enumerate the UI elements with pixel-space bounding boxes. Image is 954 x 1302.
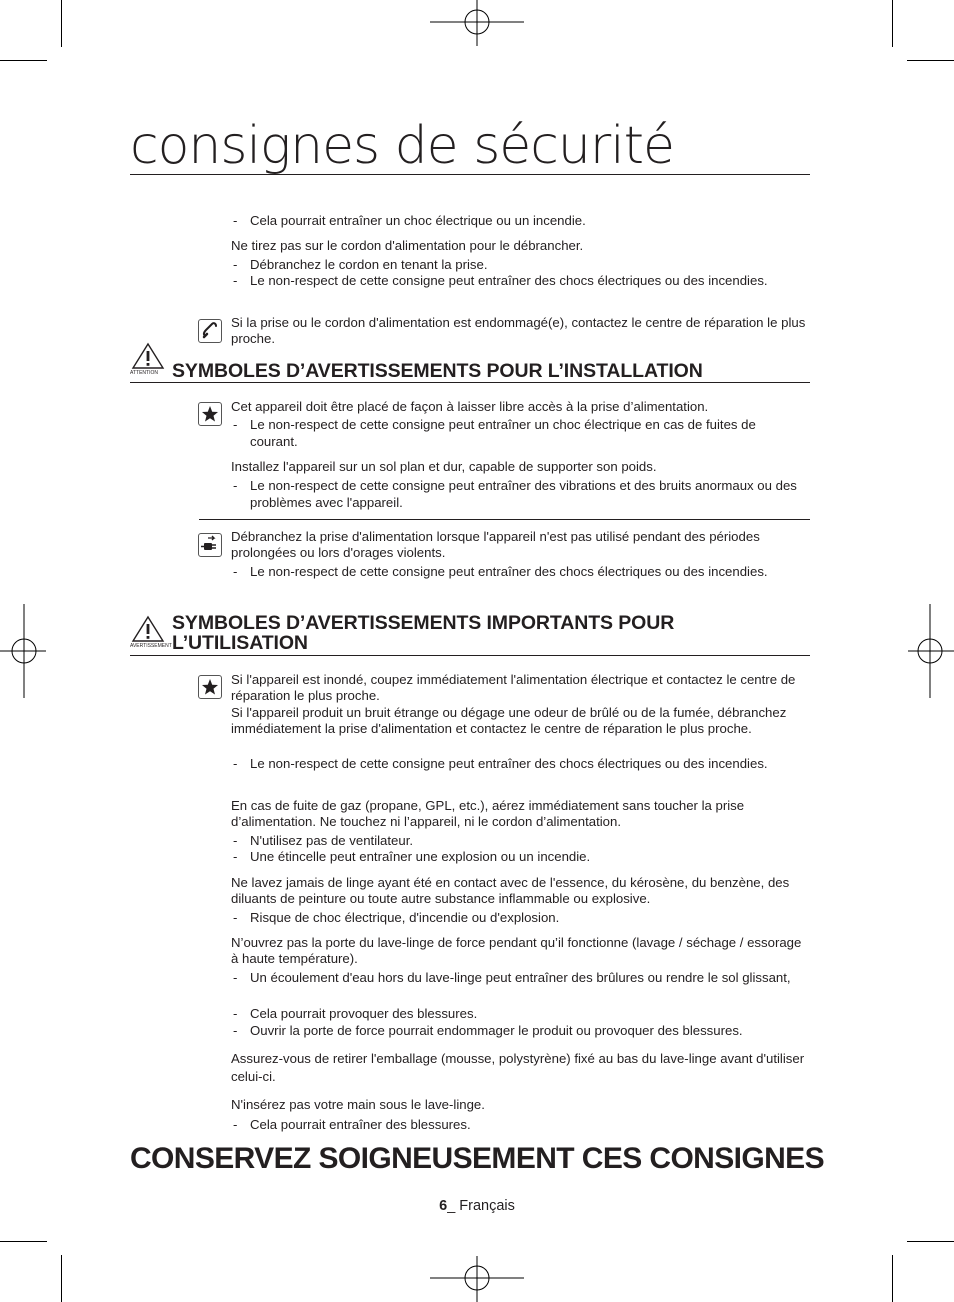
warning-label: AVERTISSEMENT (130, 643, 172, 649)
section-heading-installation (130, 341, 810, 383)
registration-mark-right (908, 604, 954, 698)
divider (199, 519, 810, 520)
dash-item: - Cela pourrait entraîner des blessures. (231, 1117, 801, 1134)
paragraph: Si l'appareil est inondé, coupez immédiatement l'alimentation électrique et contactez le centre de réparation le plus proche. (231, 672, 796, 703)
crop-mark (892, 0, 893, 47)
section-heading-text: SYMBOLES D’AVERTISSEMENTS POUR L’INSTALLATION (172, 360, 703, 382)
crop-mark (907, 60, 954, 61)
paragraph: Ne lavez jamais de linge ayant été en contact avec de l'essence, du kérosène, du benzène, des diluants de peinture ou toute autre substance inflammable ou explosive. (231, 875, 790, 906)
heading-line-2: L’UTILISATION (172, 632, 308, 654)
heading-line-1: SYMBOLES D’AVERTISSEMENTS IMPORTANTS POUR (172, 612, 675, 634)
crop-mark (61, 0, 62, 47)
dash-item: - Cela pourrait entraîner un choc électrique ou un incendie. (231, 213, 801, 230)
dash-item: - Le non-respect de cette consigne peut entraîner des chocs électriques ou des incendies. (231, 273, 801, 290)
dash-item: - Le non-respect de cette consigne peut entraîner des chocs électriques ou des incendies. (231, 756, 801, 773)
warning-triangle-icon (130, 615, 166, 643)
section-heading-text (172, 613, 674, 653)
dash-item: - Débranchez le cordon en tenant la prise. (231, 257, 801, 274)
paragraph: Si la prise ou le cordon d'alimentation est endommagé(e), contactez le centre de réparation le plus proche. (231, 315, 806, 346)
dash-item: - Risque de choc électrique, d'incendie ou d'explosion. (231, 910, 801, 927)
dash-item: - Le non-respect de cette consigne peut entraîner des vibrations et des bruits anormaux ou des problèmes avec l'appareil. (231, 478, 801, 511)
paragraph: N’ouvrez pas la porte du lave-linge de force pendant qu’il fonctionne (lavage / séchage / essorage à haute température). (231, 935, 802, 966)
page-footer (0, 1198, 954, 1214)
star-icon (198, 675, 222, 699)
page-title-text: consignes de sécurité (130, 116, 675, 176)
paragraph: N'insérez pas votre main sous le lave-linge. (231, 1097, 485, 1112)
section-heading-utilisation (130, 608, 810, 656)
dash-item: - Une étincelle peut entraîner une explosion ou un incendie. (231, 849, 801, 866)
dash-item: - Le non-respect de cette consigne peut entraîner des chocs électriques ou des incendies. (231, 564, 801, 581)
crop-mark (892, 1255, 893, 1302)
crop-mark (0, 1241, 47, 1242)
dash-item-continuation: - Cela pourrait provoquer des blessures. (231, 1006, 801, 1023)
crop-mark (907, 1241, 954, 1242)
unplug-icon (198, 533, 222, 557)
paragraph: Cet appareil doit être placé de façon à laisser libre accès à la prise d’alimentation. (231, 399, 709, 414)
registration-mark-left (0, 604, 46, 698)
crop-mark (0, 60, 47, 61)
page-number: 6 (439, 1198, 448, 1214)
dash-item: - Ouvrir la porte de force pourrait endommager le produit ou provoquer des blessures. (231, 1023, 801, 1040)
paragraph: Assurez-vous de retirer l'emballage (mousse, polystyrène) fixé au bas du lave-linge avant d'utiliser celui-ci. (231, 1051, 805, 1084)
phone-icon (198, 319, 222, 343)
footer-language: _ Français (447, 1198, 515, 1214)
paragraph: Débranchez la prise d'alimentation lorsque l'appareil n'est pas utilisé pendant des périodes prolongées ou lors d'orages violents. (231, 529, 760, 560)
registration-mark-bottom (430, 1256, 524, 1302)
page-title (130, 116, 810, 176)
star-icon (198, 402, 222, 426)
attention-label: ATTENTION (130, 370, 158, 376)
closing-banner: CONSERVEZ SOIGNEUSEMENT CES CONSIGNES (129, 1142, 825, 1175)
paragraph: Si l'appareil produit un bruit étrange ou dégage une odeur de brûlé ou de la fumée, débranchez immédiatement la prise d'alimentation et contactez le centre de réparation le plus proche. (231, 705, 787, 736)
paragraph: Ne tirez pas sur le cordon d'alimentation pour le débrancher. (231, 238, 584, 253)
paragraph: Installez l'appareil sur un sol plan et dur, capable de supporter son poids. (231, 459, 657, 474)
crop-mark (61, 1255, 62, 1302)
warning-triangle-icon (130, 342, 166, 370)
dash-item: - Le non-respect de cette consigne peut entraîner un choc électrique en cas de fuites de courant. (231, 417, 801, 450)
dash-item: - Un écoulement d'eau hors du lave-linge peut entraîner des brûlures ou rendre le sol glissant, (231, 970, 801, 987)
registration-mark-top (430, 0, 524, 46)
paragraph: En cas de fuite de gaz (propane, GPL, etc.), aérez immédiatement sans toucher la prise d’alimentation. Ne touchez ni l’appareil, ni le cordon d’alimentation. (231, 798, 745, 829)
dash-item: - N'utilisez pas de ventilateur. (231, 833, 801, 850)
